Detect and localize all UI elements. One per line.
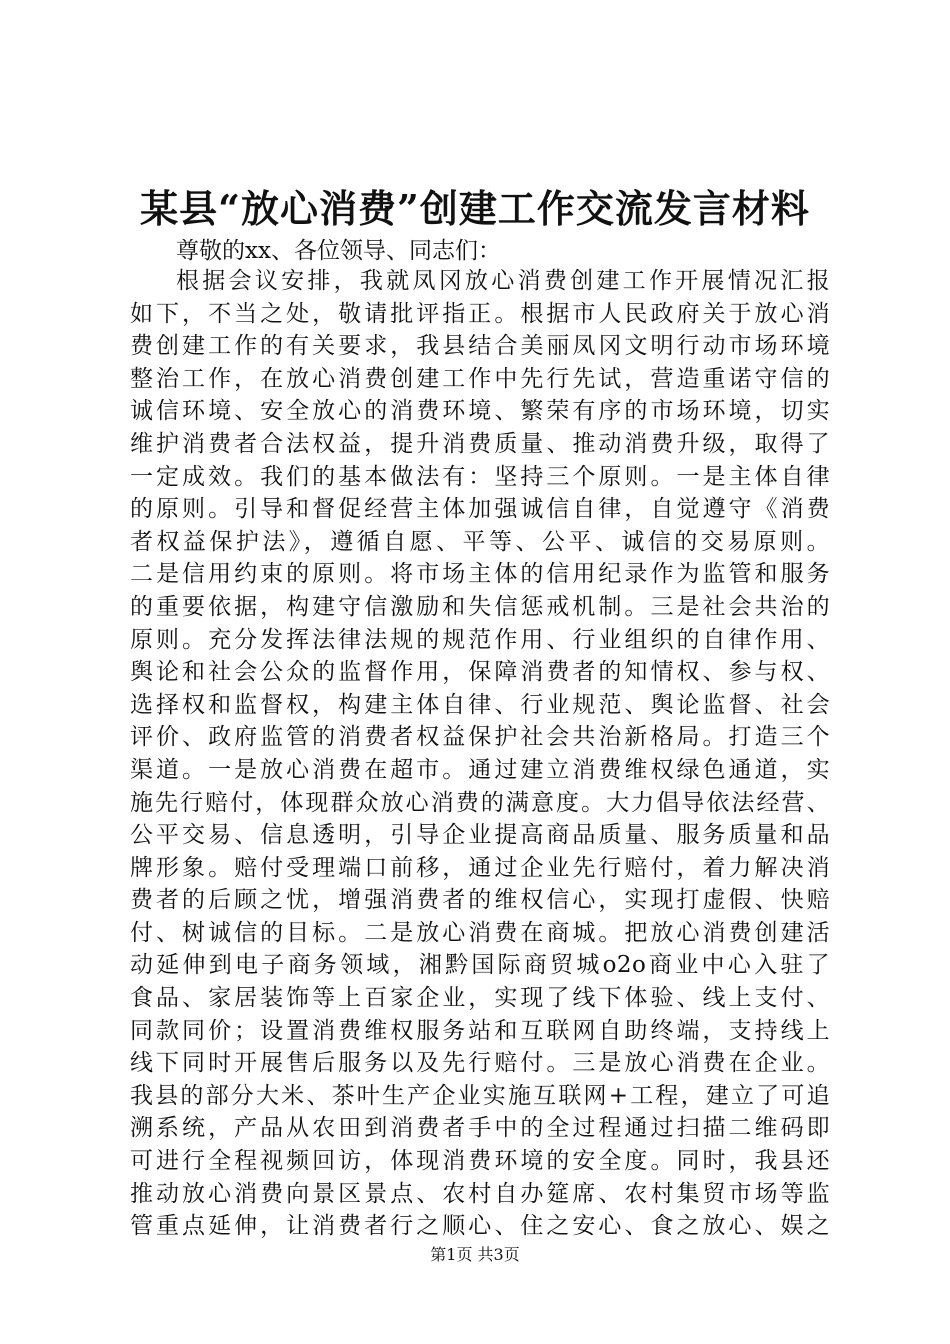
body-line: 管重点延伸，让消费者行之顺心、住之安心、食之放心、娱之 — [130, 1213, 830, 1240]
body-line: 评价、政府监管的消费者权益保护社会共治新格局。打造三个 — [130, 724, 830, 751]
body-line: 选择权和监督权，构建主体自律、行业规范、舆论监督、社会 — [130, 691, 830, 718]
body-line: 如下，不当之处，敬请批评指正。根据市人民政府关于放心消 — [130, 300, 830, 327]
body-line: 费者的后顾之忧，增强消费者的维权信心，实现打虚假、快赔 — [130, 887, 830, 914]
body-line: 线下同时开展售后服务以及先行赔付。三是放心消费在企业。 — [130, 1050, 830, 1077]
body-line: 的重要依据，构建守信激励和失信惩戒机制。三是社会共治的 — [130, 593, 830, 620]
body-line: 根据会议安排，我就凤冈放心消费创建工作开展情况汇报 — [176, 268, 830, 294]
body-paragraph — [130, 265, 830, 1243]
body-line: 食品、家居装饰等上百家企业，实现了线下体验、线上支付、 — [130, 985, 830, 1012]
body-line: 施先行赔付，体现群众放心消费的满意度。大力倡导依法经营、 — [130, 789, 830, 816]
document-title: 某县“放心消费”创建工作交流发言材料 — [140, 186, 810, 231]
body-line: 公平交易、信息透明，引导企业提高商品质量、服务质量和品 — [130, 822, 830, 849]
body-line: 费创建工作的有关要求，我县结合美丽凤冈文明行动市场环境 — [130, 333, 830, 360]
body-line: 推动放心消费向景区景点、农村自办筵席、农村集贸市场等监 — [130, 1180, 830, 1207]
body-line: 原则。充分发挥法律法规的规范作用、行业组织的自律作用、 — [130, 626, 830, 653]
body-line: 同款同价；设置消费维权服务站和互联网自助终端，支持线上 — [130, 1017, 830, 1044]
body-line: 维护消费者合法权益，提升消费质量、推动消费升级，取得了 — [130, 430, 830, 457]
body-line: 二是信用约束的原则。将市场主体的信用纪录作为监管和服务 — [130, 561, 830, 588]
body-line: 溯系统，产品从农田到消费者手中的全过程通过扫描二维码即 — [130, 1115, 830, 1142]
salutation: 尊敬的xx、各位领导、同志们： — [176, 238, 501, 264]
body-line: 整治工作，在放心消费创建工作中先行先试，营造重诺守信的 — [130, 365, 830, 392]
body-line: 我县的部分大米、茶叶生产企业实施互联网+工程，建立了可追 — [130, 1082, 830, 1109]
body-line: 的原则。引导和督促经营主体加强诚信自律，自觉遵守《消费 — [130, 496, 830, 523]
page-footer: 第1页 共3页 — [430, 1245, 520, 1264]
body-line: 舆论和社会公众的监督作用，保障消费者的知情权、参与权、 — [130, 659, 830, 686]
body-line: 可进行全程视频回访，体现消费环境的安全度。同时，我县还 — [130, 1148, 830, 1175]
body-line: 诚信环境、安全放心的消费环境、繁荣有序的市场环境，切实 — [130, 398, 830, 425]
body-line: 渠道。一是放心消费在超市。通过建立消费维权绿色通道，实 — [130, 756, 830, 783]
body-line: 牌形象。赔付受理端口前移，通过企业先行赔付，着力解决消 — [130, 854, 830, 881]
body-line: 动延伸到电子商务领域，湘黔国际商贸城o2o商业中心入驻了 — [130, 952, 830, 979]
body-line: 一定成效。我们的基本做法有：坚持三个原则。一是主体自律 — [130, 463, 830, 490]
body-line: 者权益保护法》，遵循自愿、平等、公平、诚信的交易原则。 — [130, 528, 830, 555]
body-line: 付、树诚信的目标。二是放心消费在商城。把放心消费创建活 — [130, 919, 830, 946]
